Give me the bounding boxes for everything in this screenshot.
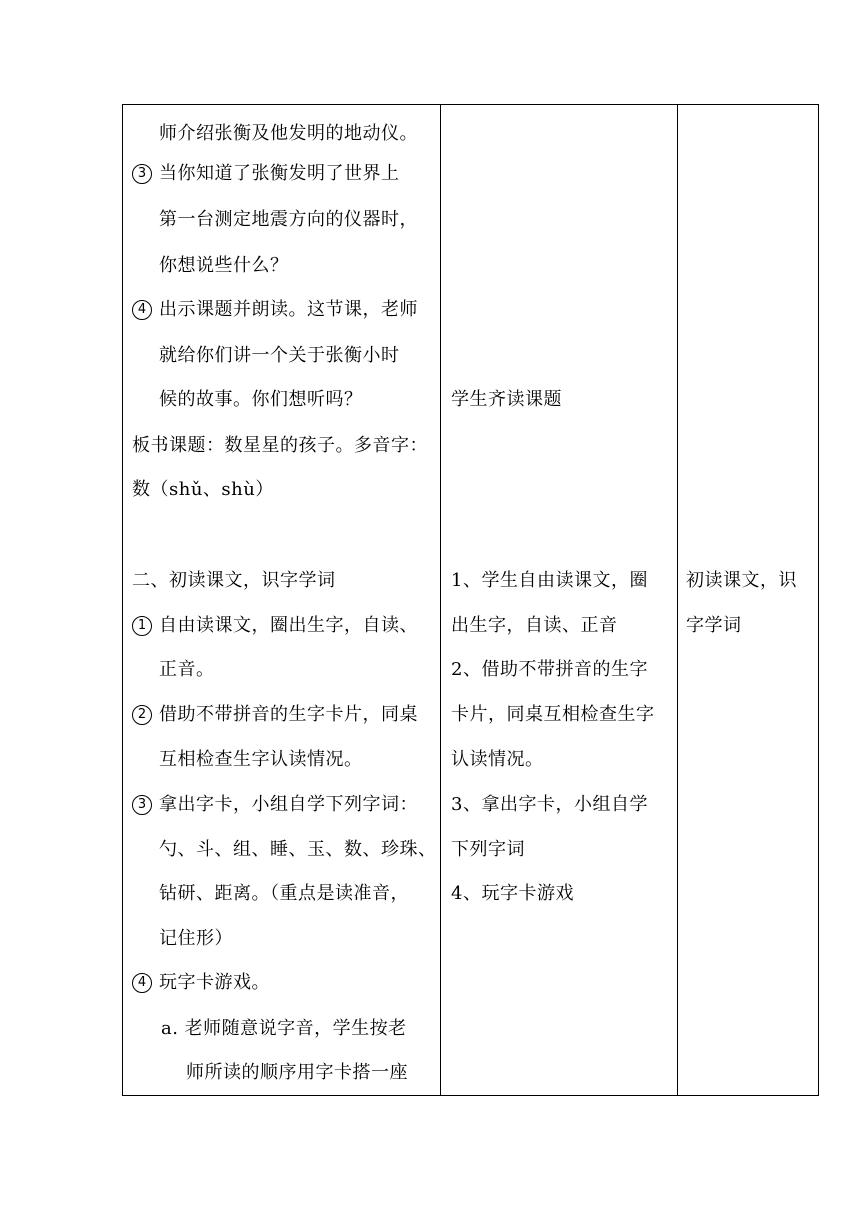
teacher-line: 玩字卡游戏。 bbox=[159, 972, 270, 993]
student-line: 认读情况。 bbox=[451, 749, 544, 770]
teacher-line: 出示课题并朗读。这节课，老师 bbox=[159, 299, 418, 320]
student-activity-column bbox=[441, 105, 677, 1095]
teacher-line: 正音。 bbox=[159, 659, 215, 680]
teacher-line: 勺、斗、组、睡、玉、数、珍珠、 bbox=[159, 839, 437, 860]
teacher-line: 候的故事。你们想听吗？ bbox=[159, 389, 363, 410]
teacher-activity-column bbox=[123, 105, 440, 1095]
student-line: 下列字词 bbox=[451, 839, 525, 860]
student-line: 卡片，同桌互相检查生字 bbox=[451, 704, 655, 725]
teacher-line: 借助不带拼音的生字卡片，同桌 bbox=[159, 704, 418, 725]
teacher-line: 钻研、距离。（重点是读准音， bbox=[159, 883, 409, 904]
teacher-line: 师介绍张衡及他发明的地动仪。 bbox=[159, 123, 418, 144]
student-line: 出生字，自读、正音 bbox=[451, 615, 618, 636]
teacher-line: 你想说些什么？ bbox=[159, 255, 289, 276]
teacher-subline: a. 老师随意说字音，学生按老 bbox=[161, 1018, 407, 1039]
teacher-line: 记住形） bbox=[159, 928, 233, 949]
circled-number-2: 2 bbox=[132, 705, 152, 725]
board-title-line: 数（shǔ、shù） bbox=[132, 479, 274, 500]
student-line: 4、玩字卡游戏 bbox=[451, 883, 574, 904]
student-line: 3、拿出字卡，小组自学 bbox=[451, 794, 648, 815]
lesson-plan-table bbox=[122, 104, 819, 1096]
circled-number-4: 4 bbox=[132, 973, 152, 993]
circled-number-3: 3 bbox=[132, 795, 152, 815]
student-line: 1、学生自由读课文，圈 bbox=[451, 570, 648, 591]
teacher-line: 拿出字卡，小组自学下列字词： bbox=[159, 794, 418, 815]
circled-number-3: 3 bbox=[132, 164, 152, 184]
student-line: 2、借助不带拼音的生字 bbox=[451, 659, 648, 680]
teacher-subline: 师所读的顺序用字卡搭一座 bbox=[186, 1062, 408, 1083]
teacher-line: 第一台测定地震方向的仪器时， bbox=[159, 209, 418, 230]
teacher-line: 就给你们讲一个关于张衡小时 bbox=[159, 345, 400, 366]
teacher-line: 互相检查生字认读情况。 bbox=[159, 749, 363, 770]
circled-number-1: 1 bbox=[132, 616, 152, 636]
design-intent-column bbox=[678, 105, 818, 1095]
student-line: 学生齐读课题 bbox=[451, 389, 562, 410]
circled-number-4: 4 bbox=[132, 300, 152, 320]
intent-line: 字学词 bbox=[686, 615, 742, 636]
intent-line: 初读课文，识 bbox=[686, 570, 797, 591]
teacher-line: 当你知道了张衡发明了世界上 bbox=[159, 163, 400, 184]
board-title-line: 板书课题：数星星的孩子。多音字： bbox=[132, 435, 428, 456]
teacher-line: 自由读课文，圈出生字，自读、 bbox=[159, 615, 418, 636]
section-heading: 二、初读课文，识字学词 bbox=[132, 570, 336, 591]
